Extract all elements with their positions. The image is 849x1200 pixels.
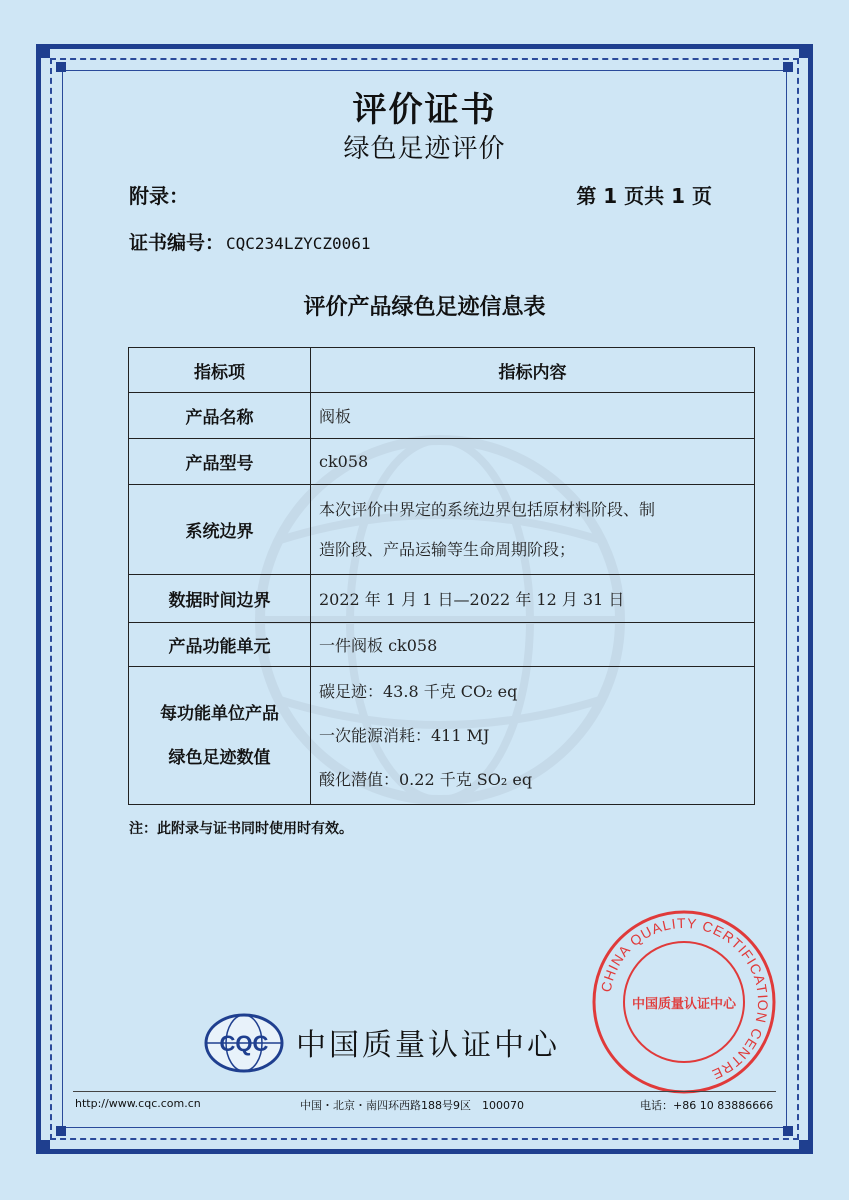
logo-text: CQC [219, 1031, 269, 1056]
corner-ornament [783, 62, 793, 72]
row-value-line: 酸化潜值：0.22 千克 SO₂ eq [319, 769, 533, 789]
corner-ornament [799, 1140, 813, 1154]
corner-ornament [36, 44, 50, 58]
table-row [129, 623, 755, 667]
header-indicator: 指标项 [129, 348, 311, 393]
footprint-info-table [128, 347, 755, 805]
row-key: 数据时间边界 [129, 575, 311, 623]
appendix-label: 附录： [129, 184, 189, 208]
corner-ornament [56, 1126, 66, 1136]
row-value-line: 造阶段、产品运输等生命周期阶段； [319, 539, 576, 559]
certificate-title: 评价证书 [352, 90, 497, 130]
table-row [129, 575, 755, 623]
row-value: 阀板 [311, 393, 755, 439]
footer-website: http://www.cqc.com.cn [75, 1097, 201, 1110]
seal-chinese-text: 中国质量认证中心 [631, 997, 737, 1012]
page-number: 第 1 页共 1 页 [576, 184, 712, 208]
table-row [129, 393, 755, 439]
certificate-number-value: CQC234LZYCZ0061 [226, 234, 371, 253]
validity-note: 注：此附录与证书同时使用时有效。 [129, 821, 353, 837]
row-value-line: 本次评价中界定的系统边界包括原材料阶段、制 [319, 499, 656, 519]
row-value-line: 碳足迹：43.8 千克 CO₂ eq [319, 681, 518, 701]
footer-divider [73, 1091, 776, 1092]
table-header-row [129, 348, 755, 393]
row-key [129, 667, 311, 805]
corner-ornament [56, 62, 66, 72]
row-key: 产品功能单元 [129, 623, 311, 667]
row-value: 2022 年 1 月 1 日—2022 年 12 月 31 日 [311, 575, 755, 623]
header-content: 指标内容 [311, 348, 755, 393]
row-key: 产品名称 [129, 393, 311, 439]
certificate-subtitle: 绿色足迹评价 [343, 134, 506, 164]
footer-phone: 电话：+86 10 83886666 [640, 1099, 774, 1112]
row-value: ck058 [311, 439, 755, 485]
table-row [129, 667, 755, 805]
certificate-number-label: 证书编号： [129, 232, 225, 254]
row-value: 一件阀板 ck058 [311, 623, 755, 667]
seal-english-text: CHINA QUALITY CERTIFICATION CENTRE [597, 914, 772, 1084]
corner-ornament [799, 44, 813, 58]
table-title: 评价产品绿色足迹信息表 [303, 295, 546, 320]
row-key-line: 绿色足迹数值 [168, 747, 271, 768]
row-key-line: 每功能单位产品 [160, 703, 279, 724]
cqc-logo [203, 1012, 285, 1074]
row-key: 产品型号 [129, 439, 311, 485]
corner-ornament [36, 1140, 50, 1154]
row-value [311, 667, 755, 805]
certification-seal [590, 908, 778, 1096]
row-value [311, 485, 755, 575]
footer-address: 中国・北京・南四环西路188号9区 100070 [300, 1099, 524, 1112]
organization-name: 中国质量认证中心 [296, 1028, 560, 1063]
table-row [129, 485, 755, 575]
row-key: 系统边界 [129, 485, 311, 575]
corner-ornament [783, 1126, 793, 1136]
certificate-number [129, 228, 371, 255]
row-value-line: 一次能源消耗：411 MJ [319, 725, 490, 745]
table-row [129, 439, 755, 485]
